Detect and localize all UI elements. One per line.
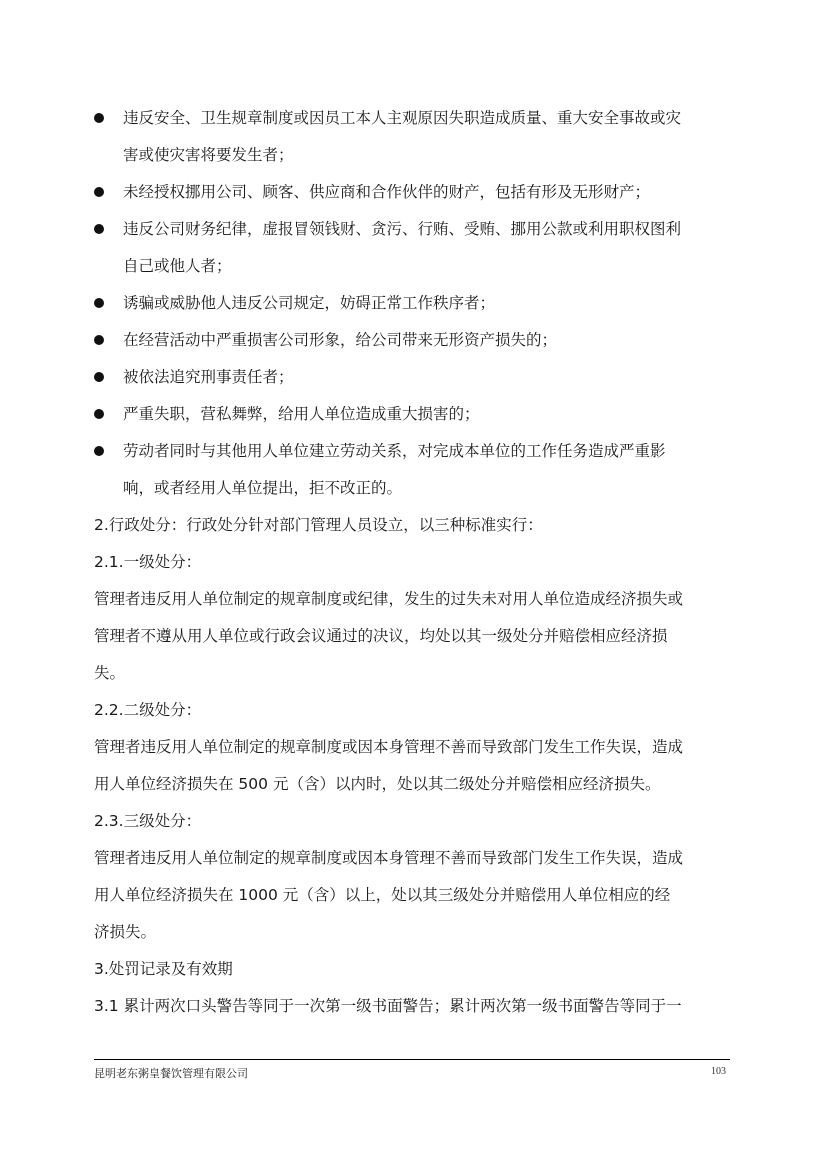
bullet-item bbox=[94, 285, 730, 322]
bullet-icon bbox=[94, 446, 104, 456]
paragraph-line: 管理者不遵从用人单位或行政会议通过的决议，均处以其一级处分并赔偿相应经济损 bbox=[94, 627, 668, 645]
paragraph-line: 3.1 累计两次口头警告等同于一次第一级书面警告；累计两次第一级书面警告等同于一 bbox=[94, 997, 682, 1015]
bullet-item-continuation bbox=[94, 248, 730, 285]
bullet-icon bbox=[94, 187, 104, 197]
bullet-item bbox=[94, 359, 730, 396]
paragraph-line: 济损失。 bbox=[94, 923, 157, 941]
paragraph-line: 用人单位经济损失在 500 元（含）以内时，处以其二级处分并赔偿相应经济损失。 bbox=[94, 775, 661, 793]
bullet-icon bbox=[94, 409, 104, 419]
paragraph-line: 管理者违反用人单位制定的规章制度或因本身管理不善而导致部门发生工作失误，造成 bbox=[94, 849, 684, 867]
bullet-text: 自己或他人者； bbox=[123, 257, 232, 275]
paragraph-line: 3.处罚记录及有效期 bbox=[94, 960, 233, 978]
bullet-text: 违反安全、卫生规章制度或因员工本人主观原因失职造成质量、重大安全事故或灾 bbox=[123, 109, 682, 127]
paragraph-line: 管理者违反用人单位制定的规章制度或因本身管理不善而导致部门发生工作失误，造成 bbox=[94, 738, 684, 756]
bullet-item bbox=[94, 211, 730, 248]
bullet-item-continuation bbox=[94, 137, 730, 174]
bullet-item-continuation bbox=[94, 470, 730, 507]
bullet-item bbox=[94, 433, 730, 470]
paragraph-line: 2.2.二级处分： bbox=[94, 701, 202, 719]
bullet-item bbox=[94, 100, 730, 137]
document-body bbox=[94, 100, 730, 1025]
bullet-text: 响，或者经用人单位提出，拒不改正的。 bbox=[123, 479, 403, 497]
bullet-text: 劳动者同时与其他用人单位建立劳动关系，对完成本单位的工作任务造成严重影 bbox=[123, 442, 666, 460]
paragraph-line: 2.行政处分：行政处分针对部门管理人员设立，以三种标准实行： bbox=[94, 516, 543, 534]
paragraph-line: 2.1.一级处分： bbox=[94, 553, 202, 571]
bullet-text: 严重失职，营私舞弊，给用人单位造成重大损害的； bbox=[123, 405, 480, 423]
bullet-icon bbox=[94, 224, 104, 234]
footer-divider bbox=[94, 1059, 730, 1060]
bullet-item bbox=[94, 396, 730, 433]
bullet-text: 诱骗或威胁他人违反公司规定，妨碍正常工作秩序者； bbox=[123, 294, 496, 312]
bullet-icon bbox=[94, 372, 104, 382]
bullet-item bbox=[94, 174, 730, 211]
bullet-text: 害或使灾害将要发生者； bbox=[123, 146, 294, 164]
paragraph-line: 失。 bbox=[94, 664, 126, 682]
bullet-text: 在经营活动中严重损害公司形象，给公司带来无形资产损失的； bbox=[123, 331, 558, 349]
page-number: 103 bbox=[711, 1066, 726, 1077]
bullet-text: 未经授权挪用公司、顾客、供应商和合作伙伴的财产，包括有形及无形财产； bbox=[123, 183, 651, 201]
bullet-icon bbox=[94, 298, 104, 308]
paragraph-line: 管理者违反用人单位制定的规章制度或纪律，发生的过失未对用人单位造成经济损失或 bbox=[94, 590, 684, 608]
bullet-text: 违反公司财务纪律，虚报冒领钱财、贪污、行贿、受贿、挪用公款或利用职权图利 bbox=[123, 220, 682, 238]
bullet-item bbox=[94, 322, 730, 359]
bullet-text: 被依法追究刑事责任者； bbox=[123, 368, 294, 386]
bullet-icon bbox=[94, 335, 104, 345]
paragraph-line: 2.3.三级处分： bbox=[94, 812, 202, 830]
paragraph-line: 用人单位经济损失在 1000 元（含）以上，处以其三级处分并赔偿用人单位相应的经 bbox=[94, 886, 671, 904]
bullet-icon bbox=[94, 113, 104, 123]
footer-company-name: 昆明老东粥皇餐饮管理有限公司 bbox=[94, 1067, 248, 1080]
